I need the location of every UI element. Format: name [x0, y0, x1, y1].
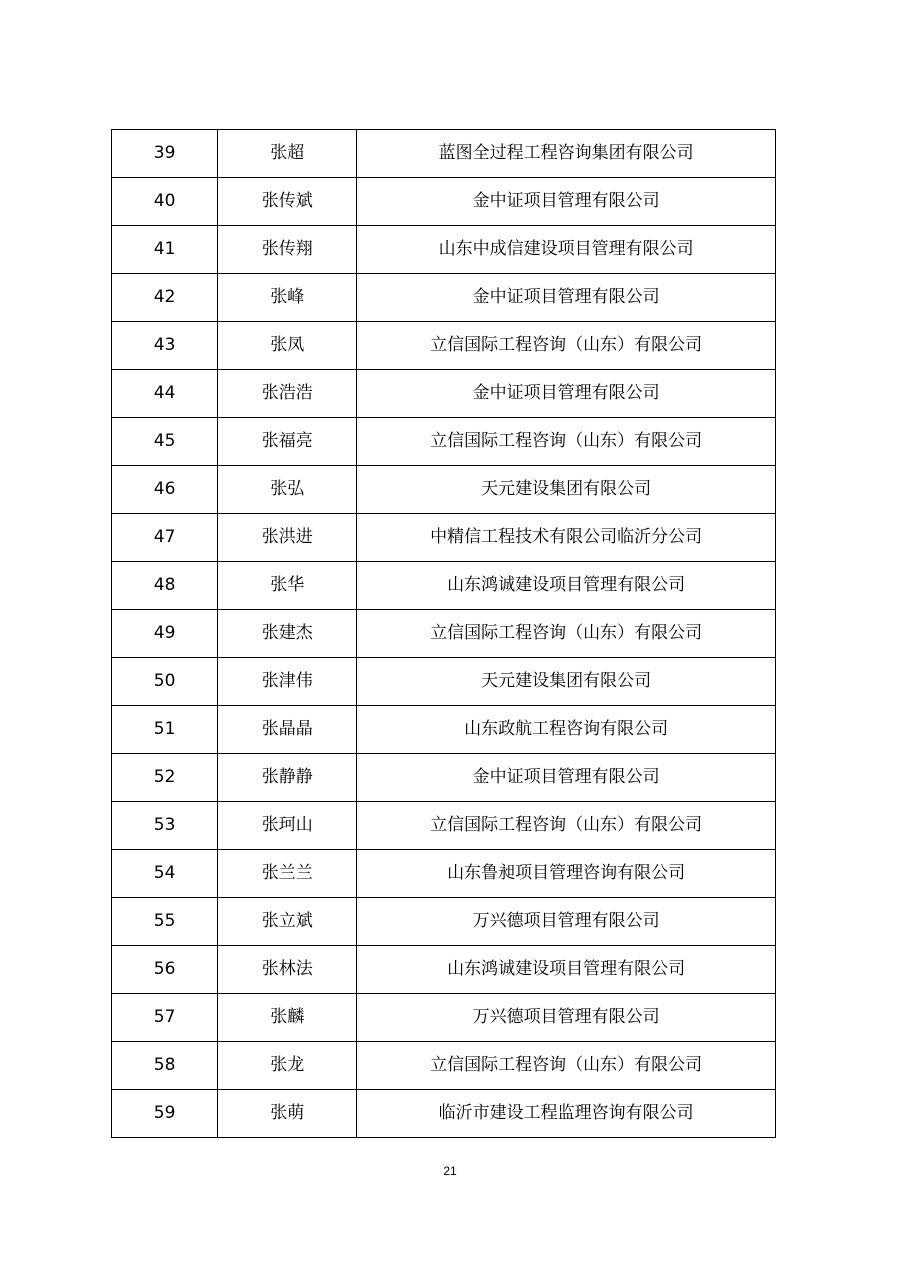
- row-number-cell: 46: [112, 466, 218, 514]
- person-name-cell: 张兰兰: [218, 850, 357, 898]
- table-row: [112, 514, 776, 562]
- table-row: [112, 658, 776, 706]
- row-number-cell: 42: [112, 274, 218, 322]
- person-name-cell: 张凤: [218, 322, 357, 370]
- personnel-table: [111, 129, 776, 1138]
- table-row: [112, 1090, 776, 1138]
- row-number-cell: 49: [112, 610, 218, 658]
- table-row: [112, 178, 776, 226]
- table-row: [112, 130, 776, 178]
- table-row: [112, 610, 776, 658]
- page-number: 21: [443, 1164, 457, 1178]
- company-name-cell: 山东鸿诚建设项目管理有限公司: [357, 946, 776, 994]
- table-row: [112, 850, 776, 898]
- table-row: [112, 322, 776, 370]
- person-name-cell: 张华: [218, 562, 357, 610]
- company-name-cell: 蓝图全过程工程咨询集团有限公司: [357, 130, 776, 178]
- person-name-cell: 张峰: [218, 274, 357, 322]
- person-name-cell: 张福亮: [218, 418, 357, 466]
- row-number-cell: 55: [112, 898, 218, 946]
- company-name-cell: 中精信工程技术有限公司临沂分公司: [357, 514, 776, 562]
- company-name-cell: 山东中成信建设项目管理有限公司: [357, 226, 776, 274]
- table-body: [112, 130, 776, 1138]
- company-name-cell: 临沂市建设工程监理咨询有限公司: [357, 1090, 776, 1138]
- company-name-cell: 天元建设集团有限公司: [357, 658, 776, 706]
- table-row: [112, 274, 776, 322]
- company-name-cell: 山东鲁昶项目管理咨询有限公司: [357, 850, 776, 898]
- company-name-cell: 金中证项目管理有限公司: [357, 754, 776, 802]
- row-number-cell: 50: [112, 658, 218, 706]
- person-name-cell: 张静静: [218, 754, 357, 802]
- row-number-cell: 52: [112, 754, 218, 802]
- table-row: [112, 898, 776, 946]
- table-row: [112, 466, 776, 514]
- person-name-cell: 张立斌: [218, 898, 357, 946]
- person-name-cell: 张津伟: [218, 658, 357, 706]
- company-name-cell: 立信国际工程咨询（山东）有限公司: [357, 802, 776, 850]
- row-number-cell: 51: [112, 706, 218, 754]
- company-name-cell: 山东鸿诚建设项目管理有限公司: [357, 562, 776, 610]
- table-row: [112, 946, 776, 994]
- row-number-cell: 48: [112, 562, 218, 610]
- company-name-cell: 山东政航工程咨询有限公司: [357, 706, 776, 754]
- company-name-cell: 立信国际工程咨询（山东）有限公司: [357, 322, 776, 370]
- row-number-cell: 40: [112, 178, 218, 226]
- row-number-cell: 59: [112, 1090, 218, 1138]
- table-row: [112, 754, 776, 802]
- row-number-cell: 56: [112, 946, 218, 994]
- company-name-cell: 金中证项目管理有限公司: [357, 370, 776, 418]
- row-number-cell: 57: [112, 994, 218, 1042]
- person-name-cell: 张晶晶: [218, 706, 357, 754]
- table-row: [112, 370, 776, 418]
- person-name-cell: 张珂山: [218, 802, 357, 850]
- person-name-cell: 张林法: [218, 946, 357, 994]
- row-number-cell: 44: [112, 370, 218, 418]
- table-row: [112, 418, 776, 466]
- company-name-cell: 万兴德项目管理有限公司: [357, 898, 776, 946]
- person-name-cell: 张萌: [218, 1090, 357, 1138]
- table-row: [112, 706, 776, 754]
- row-number-cell: 47: [112, 514, 218, 562]
- row-number-cell: 43: [112, 322, 218, 370]
- person-name-cell: 张麟: [218, 994, 357, 1042]
- row-number-cell: 58: [112, 1042, 218, 1090]
- person-name-cell: 张浩浩: [218, 370, 357, 418]
- table-row: [112, 994, 776, 1042]
- company-name-cell: 金中证项目管理有限公司: [357, 178, 776, 226]
- row-number-cell: 45: [112, 418, 218, 466]
- company-name-cell: 金中证项目管理有限公司: [357, 274, 776, 322]
- table-row: [112, 562, 776, 610]
- row-number-cell: 53: [112, 802, 218, 850]
- person-name-cell: 张龙: [218, 1042, 357, 1090]
- person-name-cell: 张建杰: [218, 610, 357, 658]
- table-row: [112, 1042, 776, 1090]
- table-row: [112, 802, 776, 850]
- row-number-cell: 41: [112, 226, 218, 274]
- person-name-cell: 张传翔: [218, 226, 357, 274]
- person-name-cell: 张洪进: [218, 514, 357, 562]
- company-name-cell: 立信国际工程咨询（山东）有限公司: [357, 1042, 776, 1090]
- person-name-cell: 张传斌: [218, 178, 357, 226]
- company-name-cell: 立信国际工程咨询（山东）有限公司: [357, 610, 776, 658]
- row-number-cell: 54: [112, 850, 218, 898]
- table-row: [112, 226, 776, 274]
- company-name-cell: 天元建设集团有限公司: [357, 466, 776, 514]
- person-name-cell: 张超: [218, 130, 357, 178]
- row-number-cell: 39: [112, 130, 218, 178]
- company-name-cell: 万兴德项目管理有限公司: [357, 994, 776, 1042]
- company-name-cell: 立信国际工程咨询（山东）有限公司: [357, 418, 776, 466]
- person-name-cell: 张弘: [218, 466, 357, 514]
